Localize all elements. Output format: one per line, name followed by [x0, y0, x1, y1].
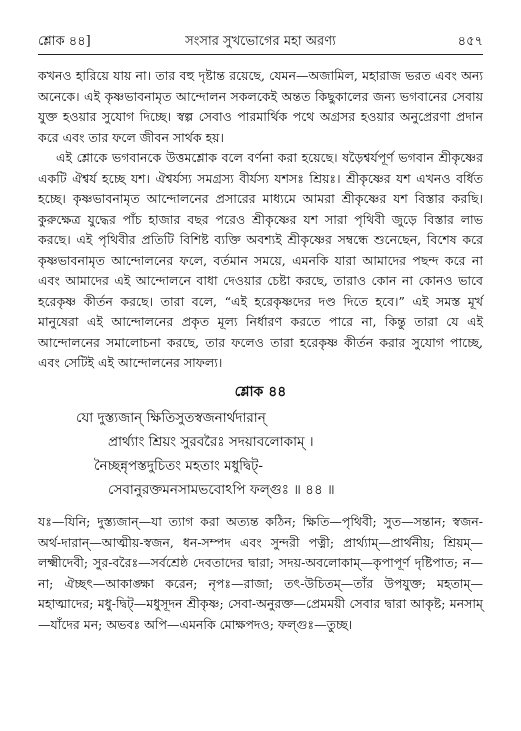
verse-line-1: যো দুস্ত্যজান্ ক্ষিতিসুতস্বজনার্থদারান্ [76, 410, 266, 426]
sanskrit-verse [38, 406, 483, 502]
purport-paragraph-1: কখনও হারিয়ে যায় না। তার বহু দৃষ্টান্ত রয়েছে, যেমন—অজামিল, মহারাজ ভরত এবং অন্য অনেকে। এই কৃষ্ণভাবনামৃত আন্দোলন সকলকেই অন্তত কিছুকালের জন্য ভগবানের সেবায় যুক্ত হওয়ার সুযোগ দিচ্ছে। স্বল্প সেবাও পারমার্থিক পথে অগ্রসর হওয়ার অনুপ্রেরণা প্রদান করে এবং তার ফলে জীবন সার্থক হয়। [38, 68, 483, 145]
header-chapter-title: সংসার সুখভোগের মহা অরণ্য [185, 34, 336, 49]
running-header [38, 30, 483, 55]
purport-paragraph-2: এই শ্লোকে ভগবানকে উত্তমশ্লোক বলে বর্ণনা করা হয়েছে। ষড়ৈশ্বর্যপূর্ণ ভগবান শ্রীকৃষ্ণের একটি ঐশ্বর্য হচ্ছে যশ। ঐশ্বর্যস্য সমগ্রস্য বীর্যস্য যশসঃ শ্রিয়ঃ। শ্রীকৃষ্ণের যশ এখনও বর্ধিত হচ্ছে। কৃষ্ণভাবনামৃত আন্দোলনের প্রসারের মাধ্যমে আমরা শ্রীকৃষ্ণের যশ বিস্তার করছি। কুরুক্ষেত্র যুদ্ধের পাঁচ হাজার বছর পরেও শ্রীকৃষ্ণের যশ সারা পৃথিবী জুড়ে বিস্তার লাভ করছে। এই পৃথিবীর প্রতিটি বিশিষ্ট ব্যক্তি অবশ্যই শ্রীকৃষ্ণের সম্বন্ধে শুনেছেন, বিশেষ করে কৃষ্ণভাবনামৃত আন্দোলনের ফলে, বর্তমান সময়ে, এমনকি যারা আমাদের পছন্দ করে না এবং আমাদের এই আন্দোলনে বাধা দেওয়ার চেষ্টা করছে, তারাও কোন না কোনও ভাবে হরেকৃষ্ণ কীর্তন করছে। তারা বলে, “এই হরেকৃষ্ণদের দণ্ড দিতে হবে।” এই সমস্ত মূর্খ মানুষেরা এই আন্দোলনের প্রকৃত মূল্য নির্ধারণ করতে পারে না, কিন্তু তারা যে এই আন্দোলনের সমালোচনা করছে, তার ফলেও তারা হরেকৃষ্ণ কীর্তন করার সুযোগ পাচ্ছে, এবং সেটিই এই আন্দোলনের সাফল্য। [38, 150, 483, 370]
verse-title: শ্লোক ৪৪ [234, 383, 287, 400]
word-for-word-synonyms: যঃ—যিনি; দুস্ত্যজান্—যা ত্যাগ করা অত্যন্ত কঠিন; ক্ষিতি—পৃথিবী; সুত—সন্তান; স্বজন-অর্থ-দারান্—আত্মীয়-স্বজন, ধন-সম্পদ এবং সুন্দরী পত্নী; প্রার্থ্যাম্—প্রার্থনীয়; শ্রিয়ম্—লক্ষ্মীদেবী; সুর-বরৈঃ—সর্বশ্রেষ্ঠ দেবতাদের দ্বারা; সদয়-অবলোকাম্—কৃপাপূর্ণ দৃষ্টিপাত; ন—না; ঐচ্ছৎ—আকাঙ্ক্ষা করেন; নৃপঃ—রাজা; তৎ-উচিতম্—তাঁর উপযুক্ত; মহতাম্—মহাত্মাদের; মধু-দ্বিট্—মধুসূদন শ্রীকৃষ্ণ; সেবা-অনুরক্ত—প্রেমময়ী সেবার দ্বারা আকৃষ্ট; মনসাম্—যাঁদের মন; অভবঃ অপি—এমনকি মোক্ষপদও; ফল্গুঃ—তুচ্ছ। [38, 514, 483, 632]
verse-line-2: প্রার্থ্যাং শ্রিয়ং সুরবরৈঃ সদয়াবলোকাম্ । [108, 434, 314, 450]
main-text [38, 66, 483, 635]
header-verse-ref: শ্লোক ৪৪] [38, 34, 91, 49]
page-number: ৪৫৭ [457, 34, 483, 49]
verse-line-3: নৈচ্ছন্নৃপস্তদুচিতং মহতাং মধুদ্বিট্- [94, 458, 263, 474]
verse-line-4: সেবানুরক্তমনসামভবোঽপি ফল্গুঃ ॥ ৪৪ ॥ [108, 482, 335, 498]
